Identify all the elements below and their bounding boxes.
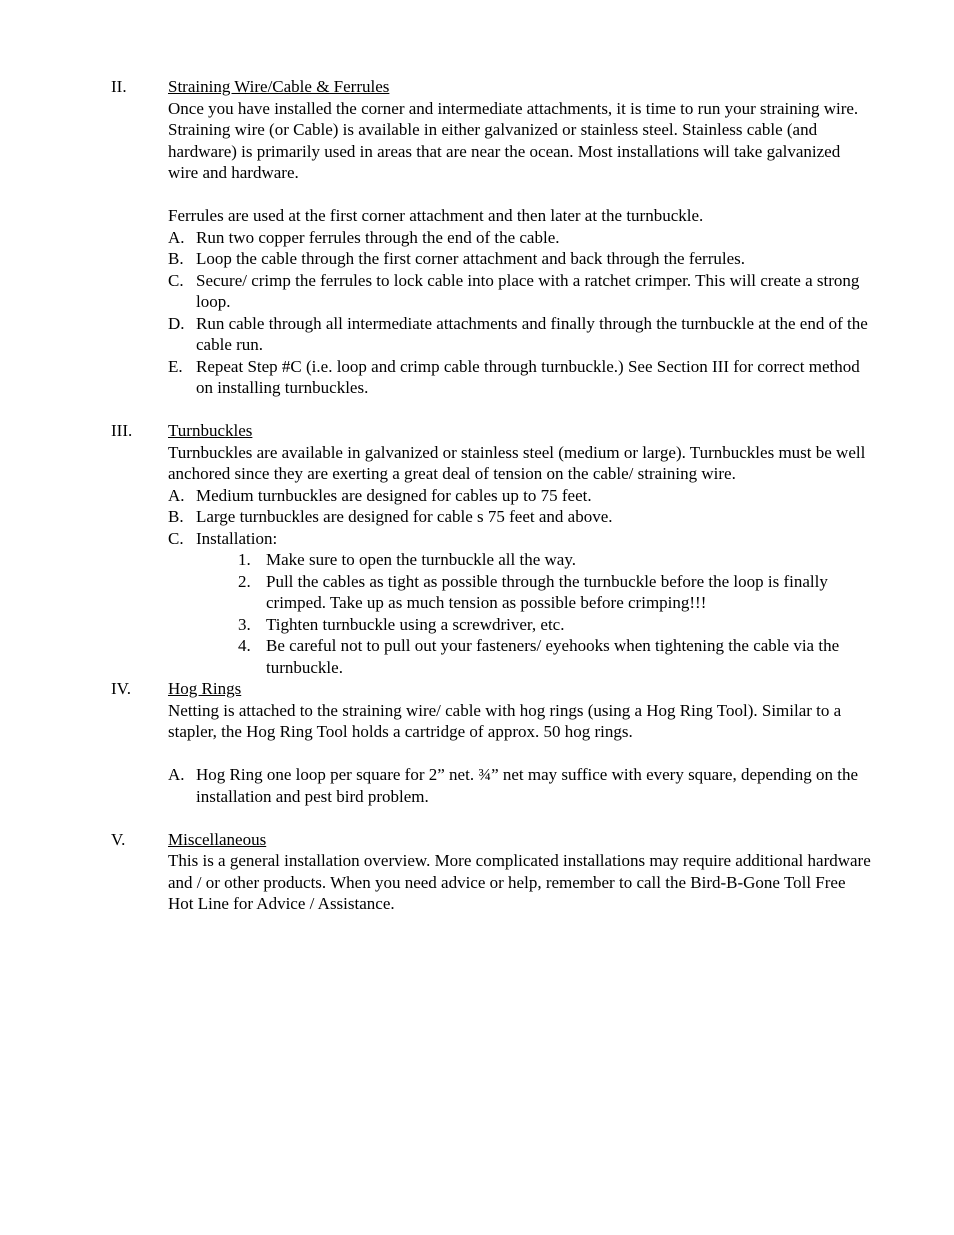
list-item-text: Run cable through all intermediate attachments and finally through the turnbuckle at the end of the cable run. xyxy=(196,313,868,354)
step-text: Be careful not to pull out your fasteners/ eyehooks when tightening the cable via the turnbuckle. xyxy=(266,636,840,677)
list-item-text: Secure/ crimp the ferrules to lock cable into place with a ratchet crimper. This will create a strong loop. xyxy=(196,270,860,311)
list-item-text: Large turnbuckles are designed for cable s 75 feet and above. xyxy=(196,507,613,526)
section-turnbuckles xyxy=(0,420,954,678)
section-heading: Miscellaneous xyxy=(168,829,267,849)
step-text: Pull the cables as tight as possible through the turnbuckle before the loop is finally crimped. Take up as much tension as possible before crimping!!! xyxy=(266,571,828,612)
numbered-step xyxy=(168,549,874,571)
list-item-text: Hog Ring one loop per square for 2” net. ¾” net may suffice with every square, depending on the installation and pest bird problem. xyxy=(196,765,859,806)
list-item-marker: A. xyxy=(168,485,185,505)
document-page xyxy=(0,76,954,915)
list-item-text: Loop the cable through the first corner attachment and back through the ferrules. xyxy=(196,249,745,268)
section-paragraph: Once you have installed the corner and intermediate attachments, it is time to run your straining wire. Straining wire (or Cable) is available in either galvanized or stainless steel. Stainless cable (and hardware) is primarily used in areas that are near the ocean. Most installations will take galvanized wire and hardware. xyxy=(168,98,859,182)
list-item-text: Repeat Step #C (i.e. loop and crimp cable through turnbuckle.) See Section III for correct method on installing turnbuckles. xyxy=(196,356,860,397)
section-heading: Straining Wire/Cable & Ferrules xyxy=(168,77,390,96)
section-heading: Turnbuckles xyxy=(168,421,253,440)
list-item xyxy=(168,485,874,507)
list-item-marker: E. xyxy=(168,356,183,376)
section-paragraph: This is a general installation overview. More complicated installations may require additional hardware and / or other products. When you need advice or help, remember to call the Bird-B-Gone Toll Free Hot Line for Advice / Assistance. xyxy=(168,851,871,913)
section-numeral: IV. xyxy=(111,679,131,698)
list-item xyxy=(168,248,874,270)
numbered-step xyxy=(168,571,874,614)
section-numeral: III. xyxy=(111,421,133,440)
list-item-marker: B. xyxy=(168,507,184,526)
section-paragraph: Ferrules are used at the first corner attachment and then later at the turnbuckle. xyxy=(168,206,704,225)
numbered-step xyxy=(168,614,874,636)
list-item xyxy=(168,313,874,356)
section-heading: Hog Rings xyxy=(168,679,242,698)
step-number: 1. xyxy=(238,550,251,569)
section-numeral: II. xyxy=(111,77,127,96)
list-item-text: Medium turnbuckles are designed for cables up to 75 feet. xyxy=(196,485,592,505)
section-miscellaneous xyxy=(0,829,954,915)
list-item-marker: A. xyxy=(168,227,185,247)
list-item xyxy=(168,764,874,807)
section-numeral: V. xyxy=(111,829,126,849)
list-item-marker: D. xyxy=(168,313,185,333)
list-item-marker: B. xyxy=(168,249,184,268)
list-item-text: Run two copper ferrules through the end of the cable. xyxy=(196,227,560,247)
step-number: 2. xyxy=(238,571,251,591)
list-item xyxy=(168,528,874,550)
list-item xyxy=(168,506,874,528)
step-text: Tighten turnbuckle using a screwdriver, etc. xyxy=(266,614,565,634)
list-item xyxy=(168,270,874,313)
list-item xyxy=(168,227,874,249)
numbered-step xyxy=(168,635,874,678)
section-straining-wire xyxy=(0,76,954,399)
step-text: Make sure to open the turnbuckle all the way. xyxy=(266,550,576,569)
list-item-text: Installation: xyxy=(196,528,278,548)
section-hog-rings xyxy=(0,678,954,807)
step-number: 3. xyxy=(238,614,251,634)
section-paragraph: Turnbuckles are available in galvanized or stainless steel (medium or large). Turnbuckles must be well anchored since they are exerting a great deal of tension on the cable/ straining wire. xyxy=(168,442,866,483)
section-paragraph: Netting is attached to the straining wire/ cable with hog rings (using a Hog Ring Tool). Similar to a stapler, the Hog Ring Tool holds a cartridge of approx. 50 hog rings. xyxy=(168,700,842,741)
list-item-marker: A. xyxy=(168,765,185,784)
list-item xyxy=(168,356,874,399)
list-item-marker: C. xyxy=(168,528,184,548)
step-number: 4. xyxy=(238,636,251,655)
list-item-marker: C. xyxy=(168,270,184,290)
